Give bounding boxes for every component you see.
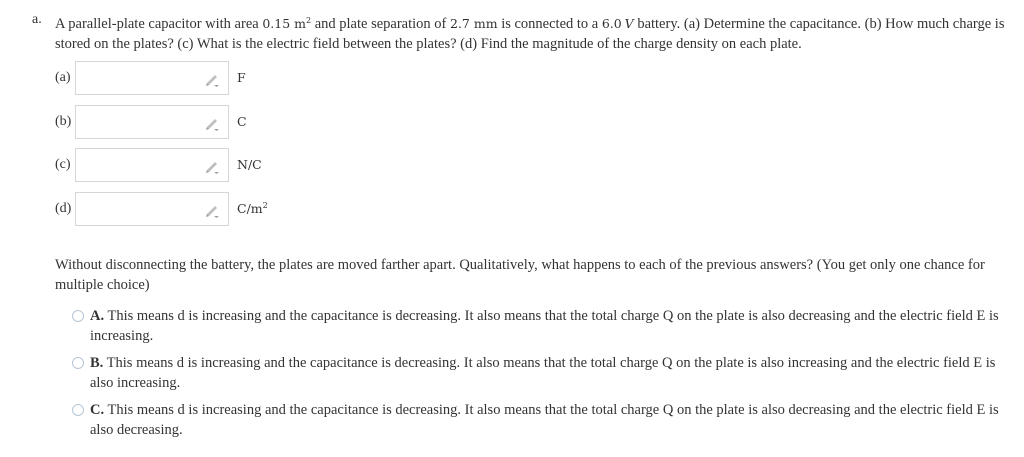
unit-label: C: [237, 114, 247, 130]
pencil-icon[interactable]: [204, 202, 220, 218]
answer-label: (a): [55, 70, 71, 85]
answer-row-d: [55, 191, 268, 227]
answer-b-field[interactable]: [75, 105, 229, 139]
option-letter: C.: [90, 402, 105, 418]
option-b-radio[interactable]: [72, 357, 84, 369]
option-b[interactable]: [72, 353, 1007, 393]
option-b-text[interactable]: [90, 353, 1007, 393]
question-text-part: is connected to a: [497, 16, 602, 33]
option-body: This means d is increasing and the capacitance is decreasing. It also means that the total charge Q on the plate is also decreasing and the electric field E is also decreasing.: [90, 402, 999, 438]
option-letter: A.: [90, 308, 105, 324]
voltage-value: 6.0: [601, 16, 622, 32]
question-text-part: and plate separation of: [311, 16, 450, 33]
separation-value: 2.7 mm: [450, 16, 498, 32]
option-a-text[interactable]: [90, 306, 1007, 346]
answer-c-input[interactable]: [80, 150, 204, 182]
option-c-text[interactable]: [90, 400, 1007, 440]
answer-row-a: [55, 60, 246, 96]
option-body: This means d is increasing and the capacitance is decreasing. It also means that the total charge Q on the plate is also decreasing and the electric field E is increasing.: [90, 308, 999, 344]
pencil-icon[interactable]: [204, 71, 220, 87]
option-letter: B.: [90, 355, 104, 371]
option-body: This means d is increasing and the capacitance is decreasing. It also means that the total charge Q on the plate is also increasing and the electric field E is also increasing.: [90, 355, 996, 391]
answer-d-input[interactable]: [80, 194, 204, 226]
answer-row-c: [55, 147, 262, 183]
question-text-part: battery. (a) Determine the capacitance. (b) How much charge is stored on the plates? (c) What is the electric field between the plates? (d) Find the magnitude of the charge density on each plate.: [55, 16, 1005, 53]
area-value: 0.15 $m^2$: [262, 16, 312, 32]
option-a-radio[interactable]: [72, 310, 84, 322]
question-text-part: A parallel-plate capacitor with area: [55, 16, 263, 33]
answer-d-field[interactable]: [75, 192, 229, 226]
answer-a-field[interactable]: [75, 61, 229, 95]
unit-label: F: [237, 70, 246, 86]
option-a[interactable]: [72, 306, 1007, 346]
pencil-icon[interactable]: [204, 115, 220, 131]
answer-label: (d): [55, 201, 72, 216]
multiple-choice-prompt: Without disconnecting the battery, the plates are moved farther apart. Qualitatively, what happens to each of the previous answers? (You get only one chance for multiple choice): [55, 257, 985, 293]
pencil-icon[interactable]: [204, 158, 220, 174]
answer-c-field[interactable]: [75, 148, 229, 182]
option-c-radio[interactable]: [72, 404, 84, 416]
question-marker: a.: [32, 12, 42, 27]
unit-label: $C/m^2$: [237, 201, 268, 217]
unit-label: N/C: [237, 157, 262, 173]
answer-label: (c): [55, 157, 71, 172]
voltage-unit: V: [624, 16, 634, 32]
answer-b-input[interactable]: [80, 107, 204, 139]
option-c[interactable]: [72, 400, 1007, 440]
answer-row-b: [55, 104, 247, 140]
question-text: [55, 11, 1005, 54]
answer-a-input[interactable]: [80, 63, 204, 95]
answer-label: (b): [55, 114, 72, 129]
